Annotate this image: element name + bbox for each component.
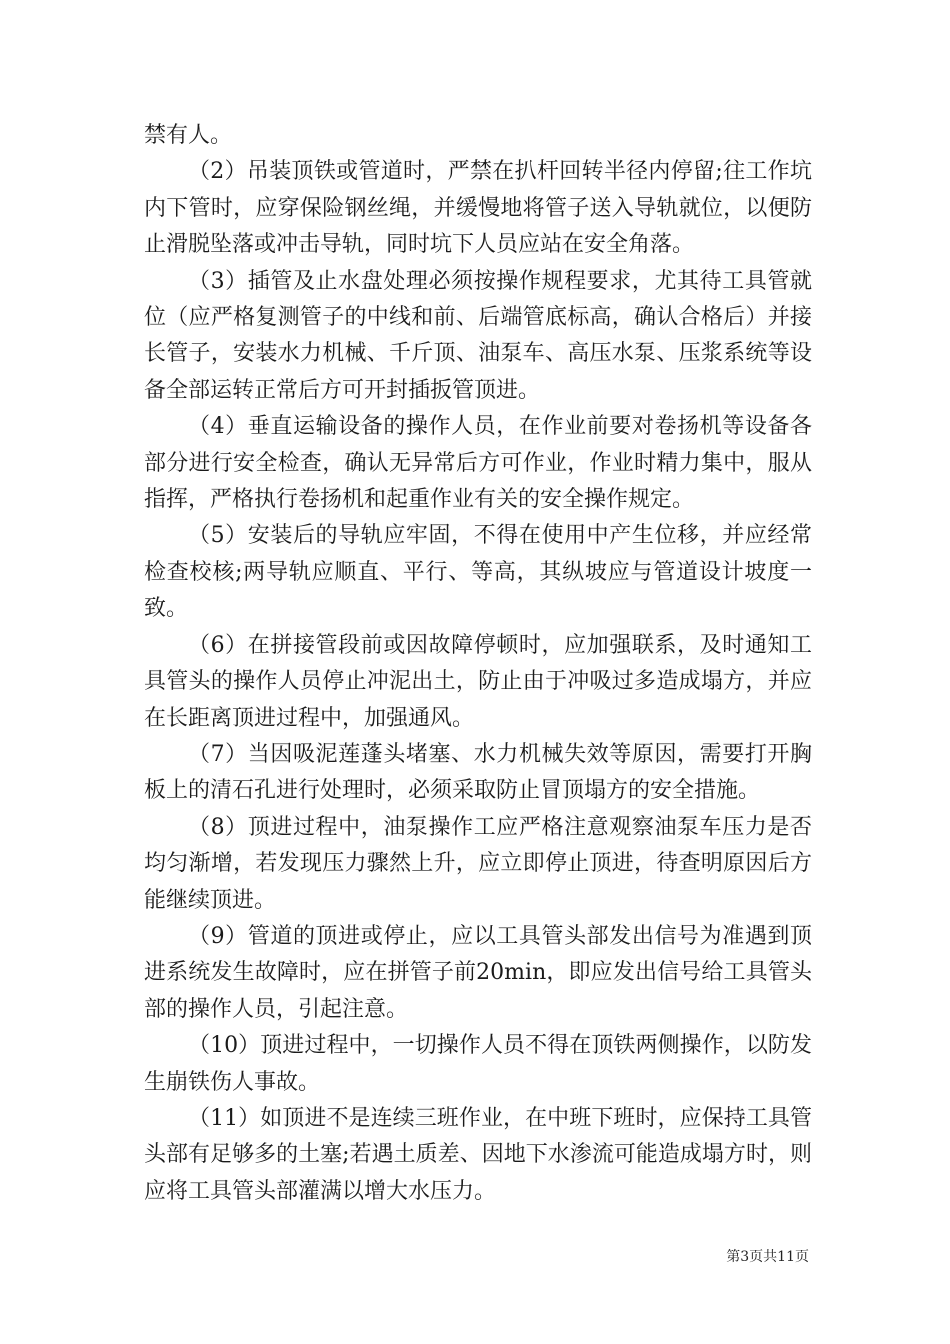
paragraph-item-7: （7）当因吸泥莲蓬头堵塞、水力机械失效等原因，需要打开胸板上的清石孔进行处理时，必须采取防止冒顶塌方的安全措施。 (144, 741, 812, 804)
paragraph-item-2: （2）吊装顶铁或管道时，严禁在扒杆回转半径内停留;往工作坑内下管时，应穿保险钢丝绳，并缓慢地将管子送入导轨就位，以便防止滑脱坠落或冲击导轨，同时坑下人员应站在安全角落。 (144, 159, 812, 258)
paragraph-item-3: （3）插管及止水盘处理必须按操作规程要求，尤其待工具管就位（应严格复测管子的中线和前、后端管底标高，确认合格后）并接长管子，安装水力机械、千斤顶、油泵车、高压水泵、压浆系统等设备全部运转正常后方可开封插扳管顶进。 (144, 268, 812, 403)
paragraph-item-10: （10）顶进过程中，一切操作人员不得在顶铁两侧操作，以防发生崩铁伤人事故。 (144, 1033, 812, 1095)
paragraph-item-11: （11）如顶进不是连续三班作业，在中班下班时，应保持工具管头部有足够多的土塞;若遇土质差、因地下水渗流可能造成塌方时，则应将工具管头部灌满以增大水压力。 (144, 1105, 812, 1204)
paragraph-item-6: （6）在拼接管段前或因故障停顿时，应加强联系，及时通知工具管头的操作人员停止冲泥出土，防止由于冲吸过多造成塌方，并应在长距离顶进过程中，加强通风。 (144, 632, 812, 731)
document-body (144, 118, 812, 1210)
paragraph-item-8: （8）顶进过程中，油泵操作工应严格注意观察油泵车压力是否均匀渐增，若发现压力骤然上升，应立即停止顶进，待查明原因后方能继续顶进。 (144, 814, 812, 913)
paragraph-item-5: （5）安装后的导轨应牢固，不得在使用中产生位移，并应经常检查校核;两导轨应顺直、平行、等高，其纵坡应与管道设计坡度一致。 (144, 523, 812, 622)
paragraph-item-4: （4）垂直运输设备的操作人员，在作业前要对卷扬机等设备各部分进行安全检查，确认无异常后方可作业，作业时精力集中，服从指挥，严格执行卷扬机和起重作业有关的安全操作规定。 (144, 414, 812, 513)
paragraph-continuation: 禁有人。 (144, 123, 233, 148)
paragraph-item-9: （9）管道的顶进或停止，应以工具管头部发出信号为准遇到顶进系统发生故障时，应在拼管子前20min，即应发出信号给工具管头部的操作人员，引起注意。 (144, 923, 812, 1022)
page-number-footer: 第3页共11页 (726, 1249, 809, 1265)
